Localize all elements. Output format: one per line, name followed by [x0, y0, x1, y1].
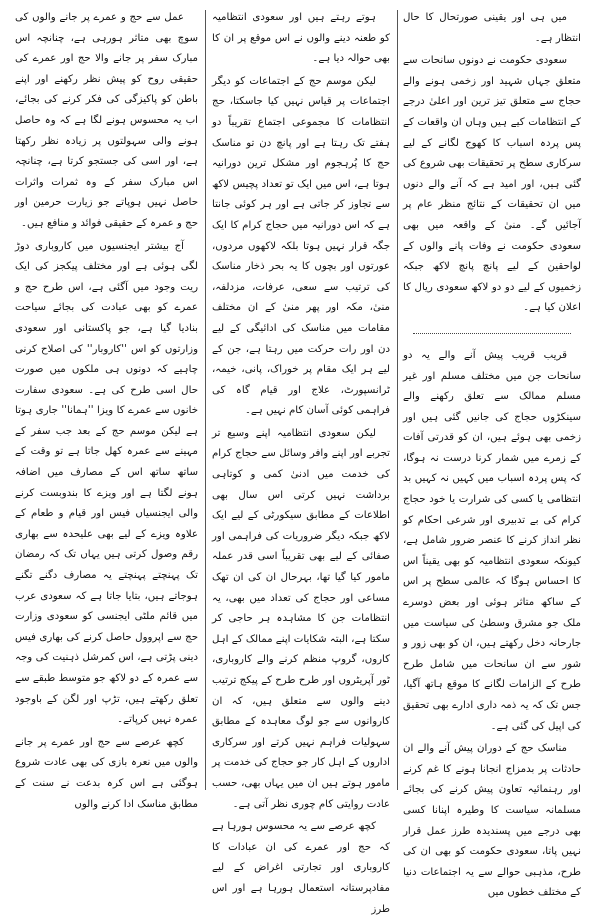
article-column-right [403, 8, 581, 899]
paragraph: مناسک حج کے دوران پیش آنے والے ان حادثات پر بدمزاج انجانا ہونے کا غم کرنے اور رہنمائیہ تعاون پیش کرنے کی بجائے مسلمانہ سیاست کا وطیرہ اپنانا کسی بھی درجے میں پسندیدہ طرز عمل قرار نہیں پاتا، سعودی حکومت کو بھی ان کی طرح، مذہبی حوالے سے یہ اجتماعات دنیا کے مختلف خطوں میں [403, 743, 581, 899]
paragraph: آج بیشتر ایجنسیوں میں کاروباری دوڑ لگی ہوئی ہے اور مختلف پیکجز کی ایک ریت وجود میں آگئی ہے، اس طرح حج و عمرے کو بھی عبادت کی بجائے سیاحت بنادیا گیا ہے، جو پاکستانی اور سعودی وزارتوں کو اس ''کاروبار'' کی اصلاح کرنی چاہیے کہ دونوں ہی ملکوں میں صورت حال اسی طرح کی ہے۔ سعودی سفارت خانوں سے عمرے کا ویزا ''ہمانا'' جاری ہوتا ہے لیکن موسم حج کے بعد جب سفر کے مہینے سے عمرہ کھل جاتا ہے تو وقت کے ساتھ ساتھ اس کے مصارف میں اضافہ ہونے لگتا ہے اور ویزے کا بندوبست کرنے والی ایجنسیاں فیس اور قیام و طعام کے علاوہ ویزے کے لیے بھی علیحدہ سے بھاری رقم وصول کرتی ہیں یہاں تک کہ رمضان تک پہنچتے پہنچتے یہ مصارف دگنے تگنے ہوجاتے ہیں، بتایا جاتا ہے کہ سعودی عرب میں قائم ملٹی ایجنسی کو سعودی وزارت حج سے اپروول حاصل کرنے کی بھاری فیس دینی پڑتی ہے، اس کمرشل ذہنیت کی وجہ سے عمرہ کے دو لاکھ جو متوسط طبقے سے تعلق رکھتے ہیں، تڑپ اور لگن کے باوجود عمرہ نہیں کرپاتے۔ [15, 240, 198, 726]
column-separator [205, 10, 206, 790]
section-divider [413, 333, 571, 334]
paragraph: میں ہی اور یقینی صورتحال کا حال انتظار ہے۔ [403, 12, 581, 44]
column-separator [397, 10, 398, 790]
paragraph: لیکن موسم حج کے اجتماعات کو دیگر اجتماعات پر قیاس نہیں کیا جاسکتا، حج انتظامات کا مجموعی اجتماع تقریباً دو ہفتے تک رہتا ہے اور پانچ دن تو مناسک حج کا پُرہجوم اور مشکل ترین دورانیہ ہوتا ہے، اس میں ایک تو تعداد پچیس لاکھ سے تجاوز کر جاتی ہے اور ہر کوئی جانتا ہے کہ اس دورانیہ میں حجاج کرام کا ایک جگہ قرار نہیں ہوتا بلکہ لاکھوں مردوں، عورتوں اور بچوں کا یہ بحر ذخار مناسک کی ترتیب سے سعی، عرفات، مزدلفہ، منیٰ، مکہ اور پھر منیٰ کے ان مختلف مقامات میں مناسک کی ادائیگی کے لیے دن اور رات حرکت میں رہتا ہے، جن کے لیے ہر ایک مقام پر خوراک، پانی، خیمہ، ٹرانسپورٹ، علاج اور قیام گاہ کی فراہمی کوئی آسان کام نہیں ہے۔ [212, 75, 390, 417]
paragraph: کچھ عرصے سے حج اور عمرے پر جانے والوں میں نعرہ بازی کی بھی عادت شروع ہوگئی ہے اس کرہ بدعت نے سنت کے مطابق مناسک ادا کرنے والوں [15, 736, 198, 810]
paragraph: لیکن سعودی انتظامیہ اپنے وسیع تر تجربے اور اپنے وافر وسائل سے حجاج کرام کی خدمت میں ادنیٰ کمی و کوتاہی برداشت نہیں کرتی اس سال بھی اطلاعات کے مطابق سیکورٹی کے لیے ایک لاکھ جبکہ دیگر ضروریات کی فراہمی اور صفائی کے لیے بھی تقریباً اسی قدر عملہ مامور کیا گیا تھا، بہرحال ان کی ان تھک مساعی اور حجاج کی تعداد میں بھی، یہ انتظامات جن کا مشاہدہ ہر حاجی کر سکتا ہے، البتہ شکایات اپنے ممالک کے اہل کاروں، گروپ منظم کرنے والے کاروباری، ٹور آپریٹروں اور طرح طرح کے پیکج ترتیب دینے والوں سے متعلق ہیں، کہ ان کاروانوں سے جو لوگ معاہدہ کے مطابق سہولیات فراہم نہیں کرتے اور سرکاری اداروں کے اہل کار جو حجاج کی خدمت پر مامور ہوتے ہیں ان میں یہاں بھی، حسب عادت روایتی کام چوری نظر آتی ہے۔ [212, 427, 390, 810]
article-column-left [15, 8, 198, 810]
paragraph: سعودی حکومت نے دونوں سانحات سے متعلق جہاں شہید اور زخمی ہونے والے حجاج سے متعلق تیز ترین اور اعلیٰ درجے کے انتظامات کیے ہیں وہاں ان واقعات کے پس پردہ اسباب کا کھوج لگانے کے لیے سرکاری سطح پر تحقیقات بھی شروع کی گئی ہیں، اور امید ہے کہ آنے والے دنوں میں ان تحقیقات کے نتائج منظر عام پر آجائیں گے۔ منیٰ کے واقعہ میں بھی سعودی حکومت نے وفات پانے والوں کے لواحقین کے لیے پانچ پانچ لاکھ جبکہ زخمیوں کے لیے دو دو لاکھ سعودی ریال کا اعلان کیا ہے۔ [403, 55, 581, 314]
article-column-middle [212, 8, 390, 915]
paragraph: ہوتے رہتے ہیں اور سعودی انتظامیہ کو طعنہ دینے والوں نے اس موقع پر ان کا بھی حوالہ دیا ہے۔ [212, 12, 390, 65]
paragraph: عمل سے حج و عمرے پر جانے والوں کی سوچ بھی متاثر ہورہی ہے، چنانچہ اس مبارک سفر پر جانے والا حج اور عمرے کی حقیقی روح کو پیش نظر رکھنے اور اپنے باطن کو پاکیزگی کی فکر کرنے کی بجائے، اب یہ محسوس ہونے لگا ہے کہ وہ حاصل ہونے والی سہولتوں پر زیادہ نظر رکھتا ہے، اور اسی کی جستجو کرتا ہے، چنانچہ اس مبارک سفر کے وہ ثمرات واثرات حاصل نہیں ہوپاتے جو زیارت حرمین اور حج و عمرہ کے حقیقی فوائد و منافع ہیں۔ [15, 12, 198, 229]
paragraph: قریب قریب پیش آنے والے یہ دو سانحات جن میں مختلف مسلم اور غیر مسلم ممالک سے تعلق رکھنے والے سینکڑوں حجاج کی جانیں گئی ہیں اور زخمی بھی ہوئے ہیں، ان کو قدرتی آفات کے زمرے میں شمار کرنا درست نہ ہوگا، کہ پس پردہ اسباب میں کہیں نہ کہیں بد انتظامی یا کسی کی شرارت یا خود حجاج کرام کی بے تدبیری اور شرعی احکام کو نظر انداز کرنے کا عنصر ضرور شامل ہے، کیونکہ سعودی انتظامیہ کو بھی یقیناً اس کا احساس ہوگا کہ عالمی سطح پر اس کے ساکھ متاثر ہوئی اور بعض دوسرے ملک جو مشرق وسطیٰ کی سیاست میں جارحانہ دخل رکھتے ہیں، ان کو بھی زور و شور سے ان سانحات میں شامل طرح طرح کے الزامات لگانے کا موقع ہاتھ آگیا، جس تک کہ یہ ذمہ داری ادارے بھی تحقیق کی اپیل کی گئی ہے۔ [403, 349, 581, 732]
paragraph: کچھ عرصے سے یہ محسوس ہورہا ہے کہ حج اور عمرے کی ان عبادات کا کاروباری اور تجارتی اغراض کے لیے مفادپرستانہ استعمال ہورہا ہے اور اس طرز [212, 821, 390, 915]
